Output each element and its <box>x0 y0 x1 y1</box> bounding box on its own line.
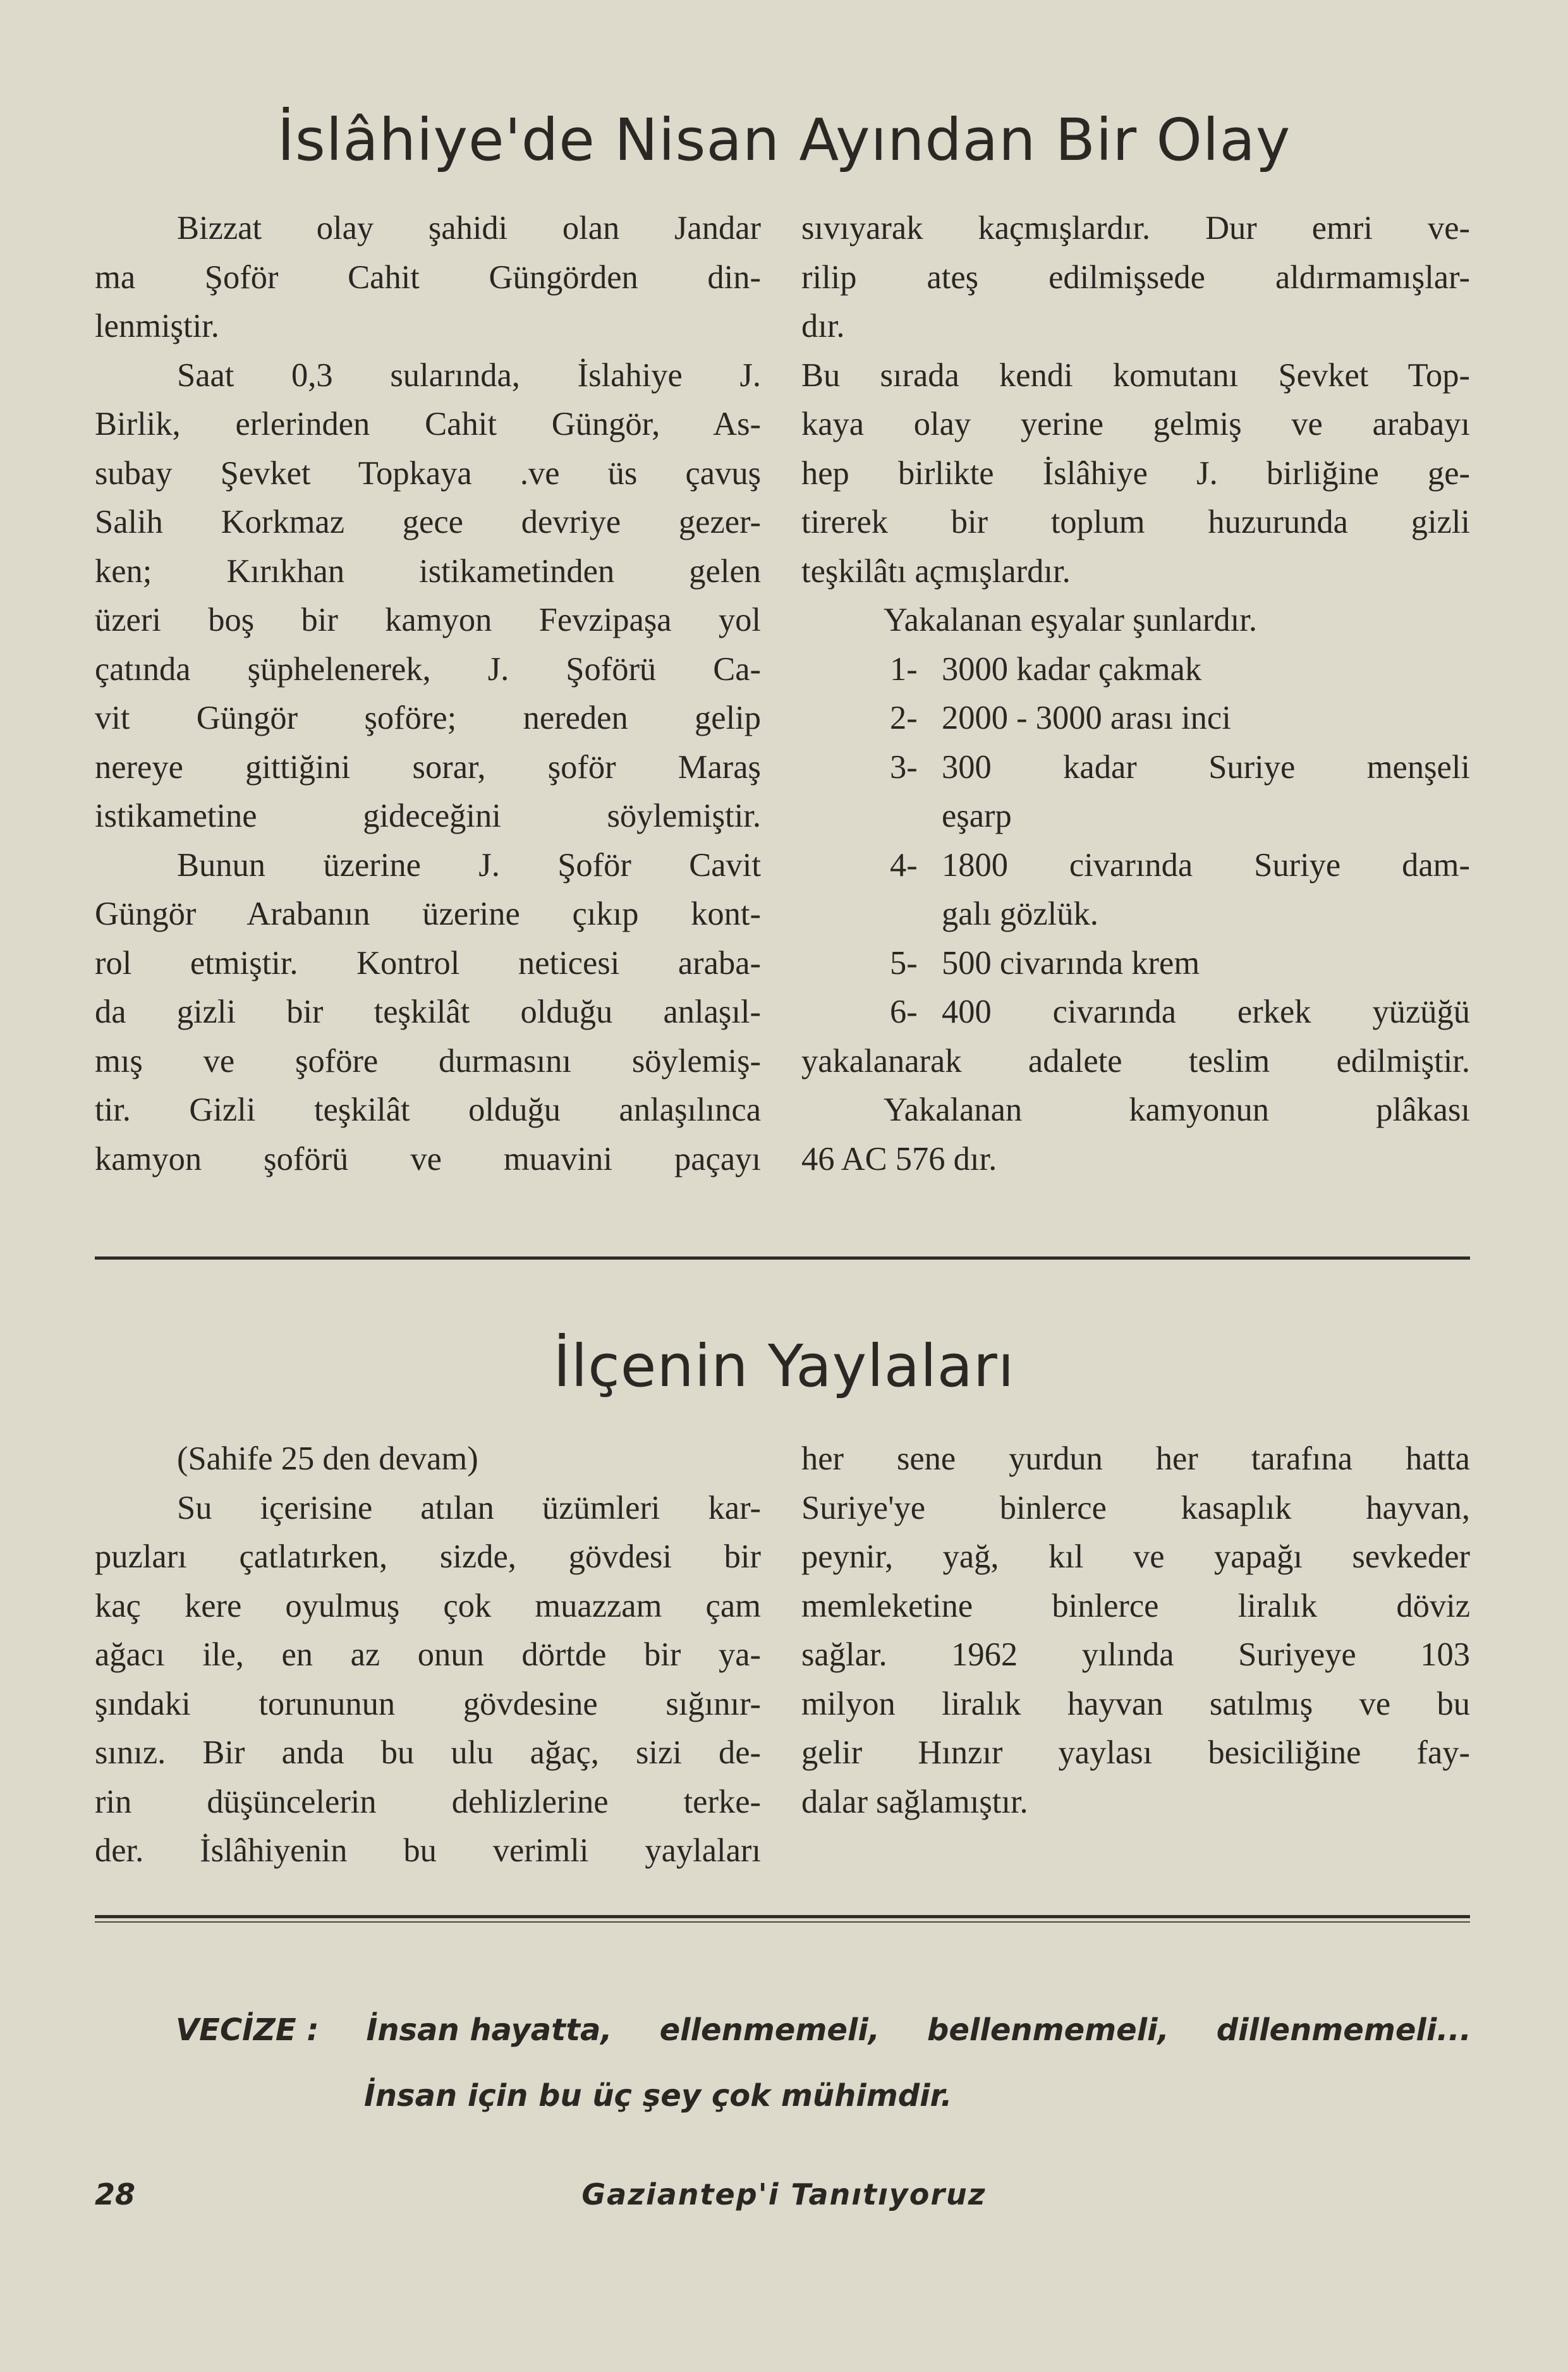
vecize-label: VECİZE : <box>176 2012 319 2048</box>
list-item <box>801 988 1470 1037</box>
section-divider-thin <box>95 1921 1470 1923</box>
text-line: ma Şoför Cahit Güngörden din- <box>95 258 761 296</box>
text-line: Saat 0,3 sularında, İslahiye J. <box>177 356 761 394</box>
vecize-word: İnsan hayatta, <box>366 2012 612 2048</box>
article-title-olay: İslâhiye'de Nisan Ayından Bir Olay <box>277 106 1291 174</box>
list-item <box>801 939 1470 988</box>
text-line: istikametine gideceğini söylemiştir. <box>95 798 761 834</box>
text-line: der. İslâhiyenin bu verimli yaylaları <box>95 1832 761 1869</box>
item-text: 2000 - 3000 arası inci <box>942 700 1231 736</box>
list-intro: Yakalanan eşyalar şunlardır. <box>884 602 1257 638</box>
text-line: Bunun üzerine J. Şoför Cavit <box>177 846 761 884</box>
text-line: çatında şüphelenerek, J. Şoförü Ca- <box>95 650 761 688</box>
text-line: mış ve şoföre durmasını söylemiş- <box>95 1042 761 1080</box>
text-line: yakalanarak adalete teslim edilmiştir. <box>801 1042 1470 1080</box>
section-divider <box>95 1256 1470 1260</box>
article2-right-column <box>801 1435 1470 1827</box>
text-line: her sene yurdun her tarafına hatta <box>801 1440 1470 1477</box>
text-line: kaç kere oyulmuş çok muazzam çam <box>95 1587 761 1624</box>
vecize-word: dillenmemeli... <box>1216 2012 1471 2048</box>
text-line: dır. <box>801 308 845 344</box>
item-number: 1- <box>890 650 918 688</box>
text-line: ken; Kırıkhan istikametinden gelen <box>95 552 761 590</box>
text-line: ağacı ile, en az onun dörtde bir ya- <box>95 1636 761 1673</box>
text-line: peynir, yağ, kıl ve yapağı sevkeder <box>801 1538 1470 1575</box>
text-line: tirerek bir toplum huzurunda gizli <box>801 504 1470 540</box>
publication-title: Gaziantep'i Tanıtıyoruz <box>581 2177 987 2211</box>
text-line: vit Güngör şoföre; nereden gelip <box>95 700 761 736</box>
text-line: hep birlikte İslâhiye J. birliğine ge- <box>801 454 1470 492</box>
text-line: lenmiştir. <box>95 308 219 344</box>
text-line: rin düşüncelerin dehlizlerine terke- <box>95 1783 761 1820</box>
text-line: Birlik, erlerinden Cahit Güngör, As- <box>95 406 761 442</box>
item-number: 2- <box>890 700 918 736</box>
vecize-word: bellenmemeli, <box>927 2012 1169 2048</box>
text-line: şındaki torununun gövdesine sığınır- <box>95 1685 761 1722</box>
text-line: Bizzat olay şahidi olan Jandar <box>177 210 761 246</box>
article1-right-column <box>801 204 1470 1184</box>
text-line: teşkilâtı açmışlardır. <box>801 552 1071 590</box>
vecize-word: ellenmemeli, <box>659 2012 880 2048</box>
article1-left-column <box>95 204 761 1184</box>
item-number: 3- <box>890 748 918 786</box>
text-line: kamyon şoförü ve muavini paçayı <box>95 1140 761 1177</box>
text-line: üzeri boş bir kamyon Fevzipaşa yol <box>95 602 761 638</box>
list-item <box>801 841 1470 891</box>
text-line: da gizli bir teşkilât olduğu anlaşıl- <box>95 994 761 1030</box>
vecize-line2: İnsan için bu üç şey çok mühimdir. <box>364 2078 952 2114</box>
truck-plate-line: 46 AC 576 dır. <box>801 1140 997 1177</box>
list-item <box>801 743 1470 793</box>
item-number: 5- <box>890 944 918 982</box>
text-line: dalar sağlamıştır. <box>801 1783 1028 1820</box>
text-line: memleketine binlerce liralık döviz <box>801 1587 1470 1624</box>
text-line: subay Şevket Topkaya .ve üs çavuş <box>95 454 761 492</box>
text-line: Su içerisine atılan üzümleri kar- <box>177 1489 761 1526</box>
item-text-continued: galı gözlük. <box>942 896 1098 932</box>
article-title-yaylalar: İlçenin Yaylaları <box>553 1332 1015 1400</box>
text-line: Yakalanan kamyonun plâkası <box>884 1092 1470 1128</box>
text-line: kaya olay yerine gelmiş ve arabayı <box>801 406 1470 442</box>
item-text: 300 kadar Suriye menşeli <box>942 748 1470 786</box>
page-number: 28 <box>95 2177 136 2211</box>
article2-left-column <box>95 1435 761 1876</box>
item-number: 4- <box>890 846 918 884</box>
continuation-note: (Sahife 25 den devam) <box>177 1440 478 1477</box>
text-line: puzları çatlatırken, sizde, gövdesi bir <box>95 1538 761 1575</box>
text-line: sınız. Bir anda bu ulu ağaç, sizi de- <box>95 1734 761 1771</box>
text-line: Güngör Arabanın üzerine çıkıp kont- <box>95 896 761 932</box>
item-text: 1800 civarında Suriye dam- <box>942 846 1470 884</box>
text-line: sağlar. 1962 yılında Suriyeye 103 <box>801 1636 1470 1673</box>
text-line: nereye gittiğini sorar, şoför Maraş <box>95 748 761 786</box>
text-line: rol etmiştir. Kontrol neticesi araba- <box>95 944 761 982</box>
text-line: Salih Korkmaz gece devriye gezer- <box>95 504 761 540</box>
section-divider <box>95 1915 1470 1918</box>
list-item <box>801 694 1470 743</box>
text-line: gelir Hınzır yaylası besiciliğine fay- <box>801 1734 1470 1771</box>
item-text: 400 civarında erkek yüzüğü <box>942 994 1470 1030</box>
text-line: Suriye'ye binlerce kasaplık hayvan, <box>801 1489 1470 1526</box>
text-line: Bu sırada kendi komutanı Şevket Top- <box>801 356 1470 394</box>
text-line: tir. Gizli teşkilât olduğu anlaşılınca <box>95 1092 761 1128</box>
item-number: 6- <box>890 994 918 1030</box>
item-text-continued: eşarp <box>942 798 1012 834</box>
text-line: milyon liralık hayvan satılmış ve bu <box>801 1685 1470 1722</box>
text-line: sıvıyarak kaçmışlardır. Dur emri ve- <box>801 210 1470 246</box>
vecize-quote <box>176 1997 1471 2129</box>
list-item <box>801 645 1470 695</box>
item-text: 500 civarında krem <box>942 944 1200 982</box>
item-text: 3000 kadar çakmak <box>942 650 1202 688</box>
text-line: rilip ateş edilmişsede aldırmamışlar- <box>801 258 1470 296</box>
